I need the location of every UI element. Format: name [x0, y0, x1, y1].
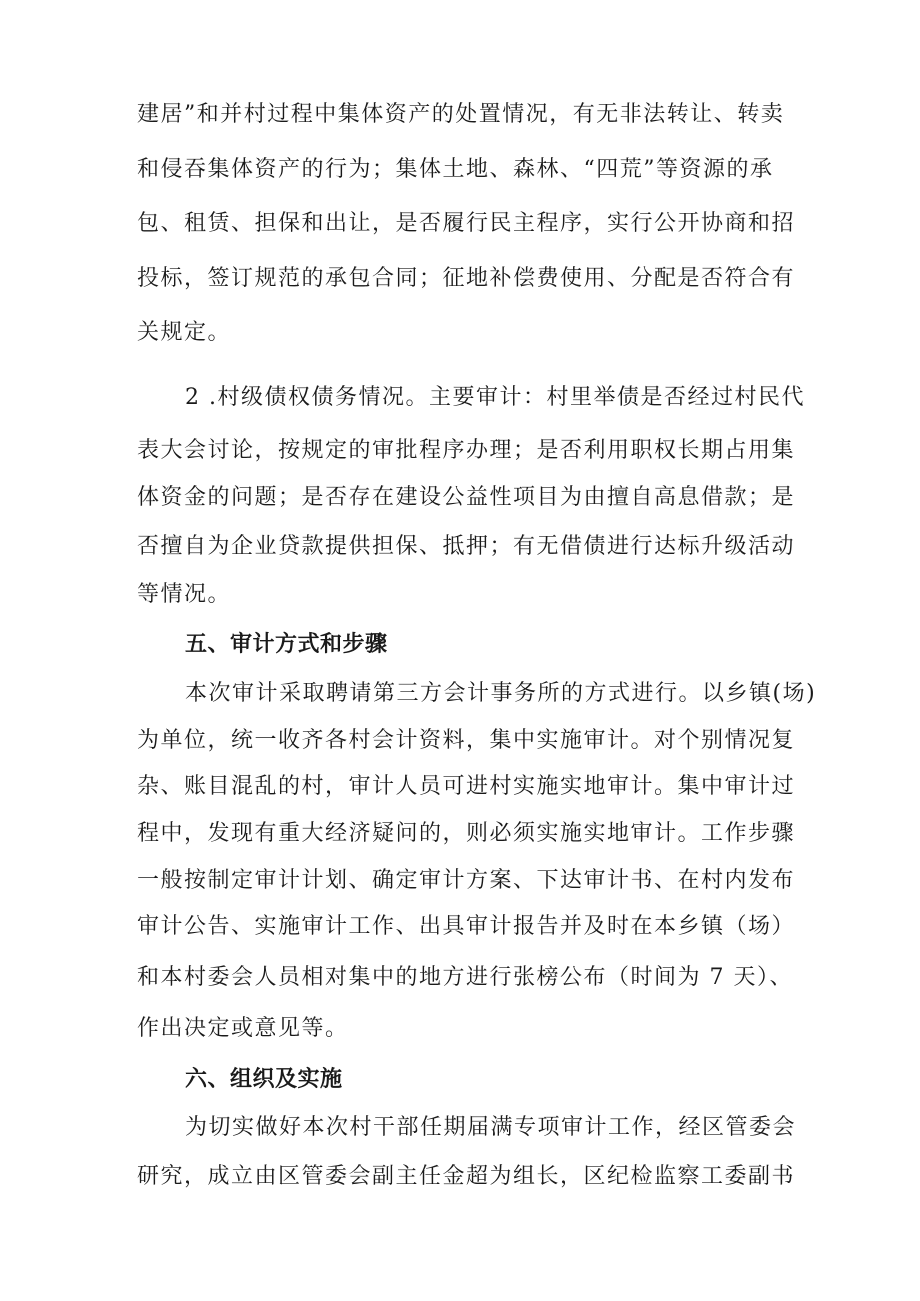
paragraph-1-line-4: 投标，签订规范的承包合同；征地补偿费使用、分配是否符合有 — [137, 266, 796, 291]
paragraph-1-line-3: 包、租赁、担保和出让，是否履行民主程序，实行公开协商和招 — [137, 211, 796, 236]
paragraph-1-line-5: 关规定。 — [137, 320, 232, 345]
section-heading-5: 五、审计方式和步骤 — [185, 632, 388, 657]
paragraph-2-line-4: 否擅自为企业贷款提供担保、抵押；有无借债进行达标升级活动 — [137, 534, 796, 559]
paragraph-4-line-2: 研究，成立由区管委会副主任金超为组长，区纪检监察工委副书 — [137, 1164, 796, 1189]
paragraph-3-line-4: 程中，发现有重大经济疑问的，则必须实施实地审计。工作步骤 — [137, 821, 796, 846]
section-heading-6: 六、组织及实施 — [185, 1067, 343, 1092]
paragraph-3-line-3: 杂、账目混乱的村，审计人员可进村实施实地审计。集中审计过 — [137, 774, 796, 799]
paragraph-3-line-7: 和本村委会人员相对集中的地方进行张榜公布（时间为 7 天）、 — [137, 965, 793, 990]
paragraph-3-line-5: 一般按制定审计计划、确定审计方案、下达审计书、在村内发布 — [137, 868, 796, 893]
paragraph-3-line-2: 为单位，统一收齐各村会计资料，集中实施审计。对个别情况复 — [137, 728, 796, 753]
paragraph-2-line-3: 体资金的问题；是否存在建设公益性项目为由擅自高息借款；是 — [137, 485, 796, 510]
paragraph-1-line-1: 建居”和并村过程中集体资产的处置情况，有无非法转让、转卖 — [137, 102, 785, 127]
paragraph-3-line-1: 本次审计采取聘请第三方会计事务所的方式进行。以乡镇(场) — [185, 681, 817, 706]
paragraph-3-line-6: 审计公告、实施审计工作、出具审计报告并及时在本乡镇（场） — [137, 914, 796, 939]
paragraph-2-line-1: 2 .村级债权债务情况。主要审计：村里举债是否经过村民代 — [185, 385, 805, 410]
paragraph-1-line-2: 和侵吞集体资产的行为；集体土地、森林、“四荒”等资源的承 — [137, 157, 774, 182]
paragraph-3-line-8: 作出决定或意见等。 — [137, 1016, 349, 1041]
paragraph-2-line-2: 表大会讨论，按规定的审批程序办理；是否利用职权长期占用集 — [137, 438, 796, 463]
paragraph-4-line-1: 为切实做好本次村干部任期届满专项审计工作，经区管委会 — [185, 1115, 797, 1140]
paragraph-2-line-5: 等情况。 — [137, 582, 232, 607]
